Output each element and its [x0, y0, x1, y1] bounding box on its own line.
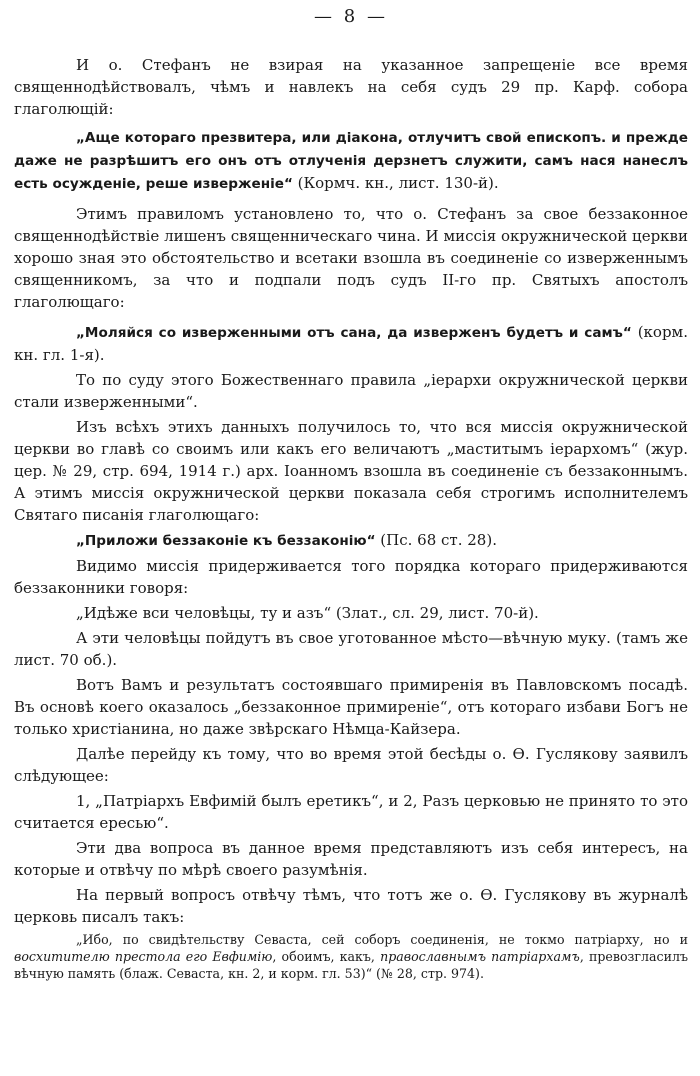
paragraph-1: И о. Стефанъ не взирая на указанное запрещеніе все время священнодѣйствовалъ, чѣмъ и навлекъ на себя судъ 29 пр. Карф. собора глаголющій: [14, 56, 688, 118]
quote-3 [14, 529, 688, 552]
quote-4: „Идѣже вси человѣцы, ту и азъ“ (Злат., сл. 29, лист. 70-й). [76, 604, 539, 622]
footnote-quote-part-2: , обоимъ, какъ, [272, 949, 381, 964]
quote-3-reference: (Пс. 68 ст. 28). [375, 531, 497, 549]
paragraph-2: Этимъ правиломъ установлено то, что о. Стефанъ за свое беззаконное священнодѣйствіе лишенъ священническаго чина. И миссія окружнической церкви хорошо зная это обстоятельство и всетаки взошла въ соединеніе со изверженнымъ священникомъ, за что и подпали подъ судъ ІІ-го пр. Святыхъ апостолъ глаголющаго: [14, 205, 688, 311]
footnote-quote-part-3: , превозгласилъ вѣчную память (блаж. Севаста, кн. 2, и корм. гл. 53)“ (№ 28, стр. 974). [14, 949, 688, 981]
footnote-quote-italic-2: православнымъ патріархамъ [380, 949, 580, 964]
quote-2-text: „Моляйся со изверженными отъ сана, да изверженъ будетъ и самъ“ [76, 325, 632, 341]
paragraph-11: На первый вопросъ отвѣчу тѣмъ, что тотъ же о. Ѳ. Гуслякову въ журналѣ церковь писалъ такъ: [14, 886, 688, 926]
footnote-quote-italic-1: восхитителю престола его Евфимію [14, 949, 273, 964]
paragraph-6: А эти человѣцы пойдутъ въ свое уготованное мѣсто—вѣчную муку. (тамъ же лист. 70 об.). [14, 629, 688, 669]
paragraph-8: Далѣе перейду къ тому, что во время этой бесѣды о. Ѳ. Гуслякову заявилъ слѣдующее: [14, 745, 688, 785]
quote-3-text: „Приложи беззаконіе къ беззаконію“ [76, 533, 376, 549]
paragraph-5: Видимо миссія придерживается того порядка котораго придерживаются беззаконники говоря: [14, 557, 688, 597]
quote-1-text: „Аще котораго презвитера, или діакона, отлучитъ свой епископъ. и прежде даже не разрѣшитъ его онъ отъ отлученія дерзнетъ служити, самъ нася нанеслъ есть осужденіе, реше изверженіе“ [14, 130, 688, 192]
quote-2 [14, 321, 688, 366]
paragraph-3: То по суду этого Божественнаго правила „іерархи окружнической церкви стали изверженными“. [14, 371, 688, 411]
footnote-quote-part-1: „Ибо, по свидѣтельству Севаста, сей соборъ соединенія, не токмо патріарху, но и [76, 932, 688, 947]
quote-2-reference: (корм. кн. гл. 1-я). [14, 323, 688, 364]
paragraph-10: Эти два вопроса въ данное время представляютъ изъ себя интересъ, на которые и отвѣчу по мѣрѣ своего разумѣнія. [14, 839, 688, 879]
paragraph-7: Вотъ Вамъ и результатъ состоявшаго примиренія въ Павловскомъ посадѣ. Въ основѣ коего оказалось „беззаконное примиреніе“, отъ котораго избави Богъ не только христіанина, но даже звѣрскаго Нѣмца-Кайзера. [14, 676, 688, 738]
footnote-quote [14, 931, 688, 982]
paragraph-9: 1, „Патріархъ Евфимій былъ еретикъ“, и 2, Разъ церковью не принято то это считается ересью“. [14, 792, 688, 832]
page-number: — 8 — [314, 6, 388, 27]
quote-1 [14, 126, 688, 195]
paragraph-4: Изъ всѣхъ этихъ данныхъ получилось то, что вся миссія окружнической церкви во главѣ со своимъ или какъ его величаютъ „маститымъ іерархомъ“ (жур. цер. № 29, стр. 694, 1914 г.) арх. Іоанномъ взошла въ соединеніе съ беззаконнымъ. А этимъ миссія окружнической церкви показала себя строгимъ исполнителемъ Святаго писанія глаголющаго: [14, 418, 688, 524]
quote-1-reference: (Кормч. кн., лист. 130-й). [292, 174, 499, 192]
